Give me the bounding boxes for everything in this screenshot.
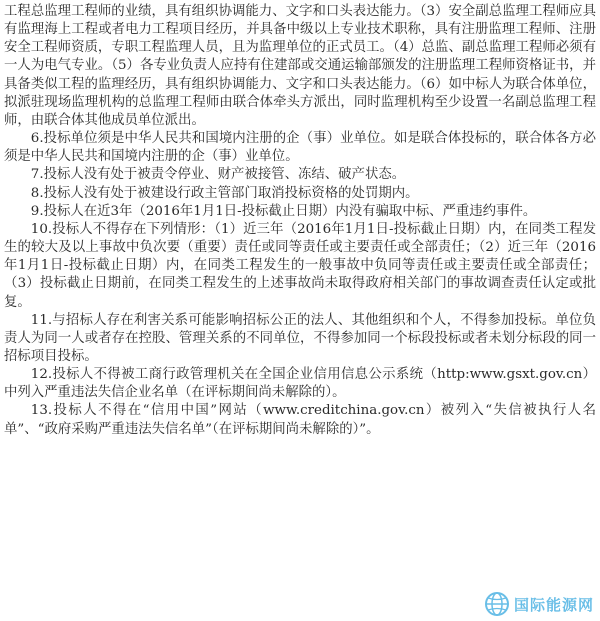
paragraph-item-13: 13.投标人不得在“信用中国”网站（www.creditchina.gov.cn）被列入“失信被执行人名单”、“政府采购严重违法失信名单”（在评标期间尚未解除的）”。 (4, 403, 596, 437)
paragraph-item-11: 11.与招标人存在利害关系可能影响招标公正的法人、其他组织和个人，不得参加投标。单位负责人为同一人或者存在控股、管理关系的不同单位，不得参加同一个标段投标或者未划分标段的同一招标项目投标。 (4, 312, 596, 364)
paragraph-item-7: 7.投标人没有处于被责令停业、财产被接管、冻结、破产状态。 (30, 167, 406, 183)
paragraph-item-9: 9.投标人在近3年（2016年1月1日-投标截止日期）内没有骗取中标、严重违约事件。 (30, 203, 537, 219)
paragraph-item-8: 8.投标人没有处于被建设行政主管部门取消投标资格的处罚期内。 (30, 185, 419, 201)
paragraph-item-6: 6.投标单位须是中华人民共和国境内注册的企（事）业单位。如是联合体投标的，联合体各方必须是中华人民共和国境内注册的企（事）业单位。 (4, 131, 596, 165)
paragraph-item-12: 12.投标人不得被工商行政管理机关在全国企业信用信息公示系统（http:www.gsxt.gov.cn）中列入严重违法失信企业名单（在评标期间尚未解除的）。 (4, 367, 596, 401)
globe-logo-icon (484, 591, 510, 617)
watermark-text: 国际能源网 (513, 595, 594, 614)
watermark (484, 591, 594, 617)
paragraph-item-10: 10.投标人不得存在下列情形：（1）近三年（2016年1月1日-投标截止日期）内，在同类工程发生的较大及以上事故中负次要（重要）责任或同等责任或主要责任或全部责任；（2）近三年（2016年1月1日-投标截止日期）内，在同类工程发生的一般事故中负同等责任或主要责任或全部责任；（3）投标截止日期前，在同类工程发生的上述事故尚未取得政府相关部门的事故调查责任认定或批复。 (4, 221, 596, 310)
paragraph-qualifications-continued: 工程总监理工程师的业绩，具有组织协调能力、文字和口头表达能力。（3）安全副总监理工程师应具有监理海上工程或者电力工程项目经历，并具备中级以上专业技术职称，具有注册监理工程师、注册安全工程师资质，专职工程监理人员，且为监理单位的正式员工。（4）总监、副总监理工程师必须有一人为电气专业。（5）各专业负责人应持有住建部或交通运输部颁发的注册监理工程师资格证书，并具备类似工程的监理经历，具有组织协调能力、文字和口头表达能力。（6）如中标人为联合体单位，拟派驻现场监理机构的总监理工程师由联合体牵头方派出，同时监理机构至少设置一名副总监理工程师，由联合体其他成员单位派出。 (4, 4, 596, 128)
document-body (4, 3, 596, 439)
